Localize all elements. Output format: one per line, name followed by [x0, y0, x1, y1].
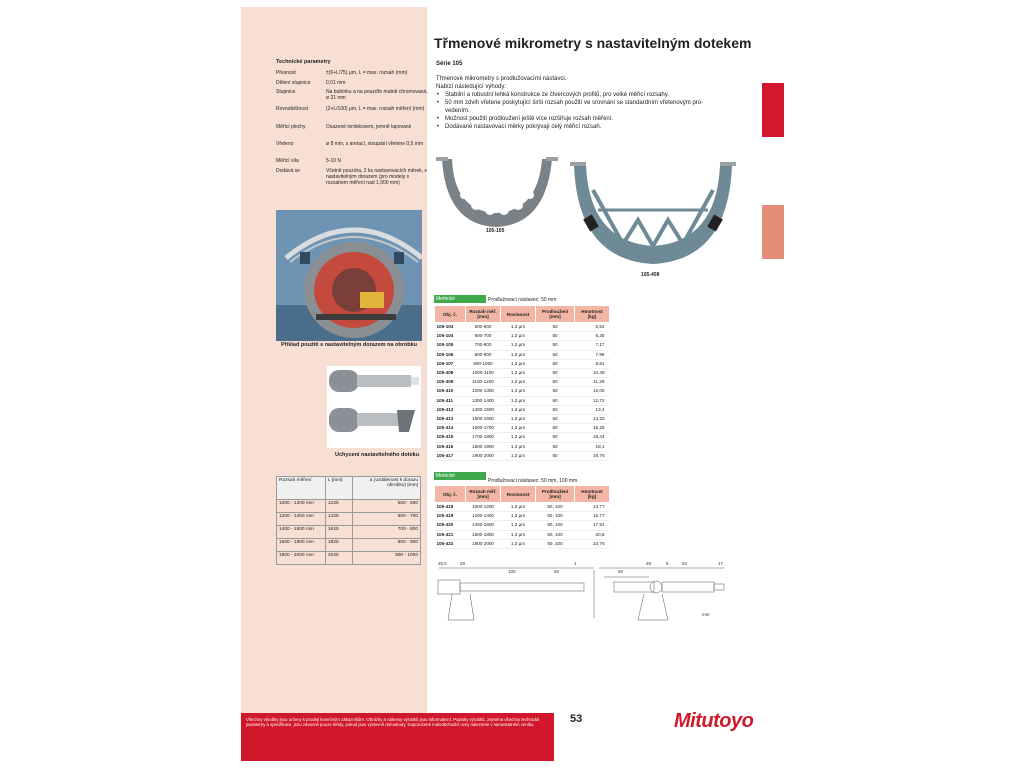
tech-param-key: Rovnoběžnost: [276, 106, 308, 112]
lt-cell: 1600 - 1800 mm: [277, 539, 326, 552]
lt-cell: 1000 - 1200 mm: [277, 500, 326, 513]
table-cell: 13,4: [575, 405, 610, 414]
table-cell: 50, 100: [536, 521, 575, 530]
table-cell: 1500-1600: [466, 415, 501, 424]
table-cell: 1,3 µm: [501, 442, 536, 451]
table-cell: 50: [536, 415, 575, 424]
table-cell: 14,33: [575, 415, 610, 424]
photo2-caption: Uchycení nastavitelného doteku: [335, 452, 420, 458]
dim-text: 17: [718, 561, 724, 566]
table-cell: 50: [536, 359, 575, 368]
table-row: [435, 359, 610, 368]
product-code: 105-107: [435, 359, 466, 368]
product-code: 105-419: [435, 512, 466, 521]
table-cell: 500-600: [466, 323, 501, 332]
tech-param-value: Na bubínku a na pouzdře matně chromovaná, ø 21 mm: [326, 89, 428, 101]
table-cell: 1,3 µm: [501, 424, 536, 433]
tech-param-key: Vřeteno: [276, 141, 294, 147]
table-header: Rovinnost: [501, 306, 536, 323]
table1-tag: Metrické: [434, 295, 486, 303]
lt-cell: 800 - 900: [353, 539, 421, 552]
dim-text: 60: [618, 569, 624, 574]
product-code: 105-104: [435, 332, 466, 341]
table-header: Rovinnost: [501, 486, 536, 503]
table-cell: 10,49: [575, 369, 610, 378]
micrometer-105-105-image: [434, 155, 559, 230]
lt-cell: 1200 - 1400 mm: [277, 513, 326, 526]
table-cell: 19,76: [575, 451, 610, 460]
table-cell: 1400-1500: [466, 405, 501, 414]
lt-row: [277, 513, 421, 526]
table-cell: 50: [536, 405, 575, 414]
product-code: 105-103: [435, 323, 466, 332]
intro-bullet-cont: vedením.: [445, 108, 470, 114]
table-cell: 1,3 µm: [501, 512, 536, 521]
table-cell: 600-700: [466, 332, 501, 341]
table-cell: 1100-1200: [466, 378, 501, 387]
lt-header-l: L [mm]: [326, 477, 353, 500]
tech-param-value: 0,01 mm: [326, 80, 346, 86]
table-row: [435, 530, 610, 539]
product-code: 105-106: [435, 350, 466, 359]
table-cell: 50: [536, 442, 575, 451]
image2-label: 105-408: [641, 272, 660, 278]
table1-caption: Prodlužovací nástavec: 50 mm: [488, 297, 557, 303]
tech-param-value: ø 8 mm, s aretací, stoupání vřetene 0,5 mm: [326, 141, 423, 147]
table-cell: 50: [536, 341, 575, 350]
table-header: Hmotnost [kg]: [575, 306, 610, 323]
table-cell: 1400-1600: [466, 521, 501, 530]
table-cell: 7,99: [575, 350, 610, 359]
image1-label: 105-105: [486, 228, 505, 234]
table-header: Prodloužení [mm]: [536, 306, 575, 323]
table-cell: 1000-1100: [466, 369, 501, 378]
intro-bullet: • Možnost použití prodloužení ještě více rozšiřuje rozsah měření.: [442, 115, 756, 123]
table-cell: 22,76: [575, 539, 610, 548]
table-cell: 8,81: [575, 359, 610, 368]
table2-caption: Prodlužovací nástavec: 50 mm, 100 mm: [488, 478, 578, 484]
table-cell: 1,3 µm: [501, 369, 536, 378]
table-cell: 1,3 µm: [501, 539, 536, 548]
section-tab-salmon[interactable]: [762, 205, 784, 259]
table-row: [435, 503, 610, 512]
tech-param-value: ±(6+L/75) μm, L = max. rozsah (mm): [326, 70, 408, 76]
intro-bullet: • 50 mm zdvih vřetene poskytující širší rozsah použití ve srovnání se standardním vřetenovým pro-: [442, 99, 756, 107]
table-cell: 1,3 µm: [501, 378, 536, 387]
tech-param-key: Dodává se: [276, 168, 300, 174]
table-header: Rozsah měř. [mm]: [466, 306, 501, 323]
table-cell: 16,44: [575, 433, 610, 442]
product-code: 105-409: [435, 378, 466, 387]
tech-param-key: Měřicí plochy: [276, 124, 306, 130]
table-cell: 50: [536, 424, 575, 433]
table-cell: 1300-1400: [466, 396, 501, 405]
lt-cell: 1800 - 2000 mm: [277, 552, 326, 565]
table-cell: 6,35: [575, 332, 610, 341]
intro-line1: Třmenové mikrometry s prodlužovacími nástavci.: [436, 76, 567, 82]
table-cell: 50: [536, 451, 575, 460]
table-row: [435, 512, 610, 521]
tech-param-value: (2+L/100) μm, L = max. rozsah měření (mm): [326, 106, 425, 112]
table-cell: 15,26: [575, 424, 610, 433]
tech-params-title: Technické parametry: [276, 59, 331, 65]
dim-text: 8: [666, 561, 669, 566]
table-cell: 50, 100: [536, 530, 575, 539]
table-cell: 11,28: [575, 378, 610, 387]
dim-text: 1: [574, 561, 577, 566]
table-header: Obj. č.: [435, 306, 466, 323]
product-code: 105-410: [435, 387, 466, 396]
table-cell: 50: [536, 433, 575, 442]
lt-cell: 2025: [326, 552, 353, 565]
left-sidebar-panel: [241, 7, 427, 713]
table-cell: 1900-2000: [466, 451, 501, 460]
table-header: Prodloužení [mm]: [536, 486, 575, 503]
table-cell: 50: [536, 378, 575, 387]
table-cell: 50: [536, 332, 575, 341]
tech-param-value: 5-10 N: [326, 158, 342, 164]
unit-text: mm: [702, 612, 710, 617]
table-cell: 1,3 µm: [501, 359, 536, 368]
adjustable-anvil-photo: [327, 366, 421, 448]
page-number: 53: [570, 713, 583, 725]
table-cell: 1,3 µm: [501, 521, 536, 530]
page-title: Třmenové mikrometry s nastavitelným dotekem: [434, 35, 752, 51]
table-cell: 7,17: [575, 341, 610, 350]
lt-cell: 1225: [326, 500, 353, 513]
micrometer-105-408-image: [568, 160, 738, 268]
table-cell: 1,3 µm: [501, 503, 536, 512]
product-code: 105-414: [435, 424, 466, 433]
dim-text: 100: [508, 569, 516, 574]
lt-cell: 1625: [326, 526, 353, 539]
lt-cell: 600 - 700: [353, 513, 421, 526]
lt-row: [277, 526, 421, 539]
intro-text: [436, 75, 756, 131]
table-row: [435, 415, 610, 424]
table-cell: 1,3 µm: [501, 396, 536, 405]
lt-cell: 900 - 1000: [353, 552, 421, 565]
section-tab-red[interactable]: [762, 83, 784, 137]
table-cell: 800-900: [466, 350, 501, 359]
table-cell: 50, 100: [536, 539, 575, 548]
table-cell: 1,3 µm: [501, 433, 536, 442]
table-row: [435, 433, 610, 442]
table-row: [435, 396, 610, 405]
product-code: 105-422: [435, 539, 466, 548]
product-code: 105-408: [435, 369, 466, 378]
intro-line2: Nabízí následující výhody:: [436, 84, 507, 90]
table-cell: 900-1000: [466, 359, 501, 368]
table-cell: 17,91: [575, 521, 610, 530]
product-table-1: [434, 305, 610, 461]
table-cell: 1700-1800: [466, 433, 501, 442]
product-code: 105-421: [435, 530, 466, 539]
table-cell: 1600-1700: [466, 424, 501, 433]
product-code: 105-420: [435, 521, 466, 530]
table-cell: 1600-1800: [466, 530, 501, 539]
table-row: [435, 405, 610, 414]
photo1-caption: Příklad použití s nastavitelným dorazem na obrobku: [281, 342, 418, 348]
table-cell: 1,3 µm: [501, 323, 536, 332]
table-cell: 1,3 µm: [501, 387, 536, 396]
table-cell: 1,3 µm: [501, 405, 536, 414]
table-row: [435, 442, 610, 451]
table-row: [435, 332, 610, 341]
product-code: 105-418: [435, 503, 466, 512]
tech-param-key: Měřicí síla: [276, 158, 299, 164]
table-cell: 50: [536, 369, 575, 378]
table-row: [435, 424, 610, 433]
lt-row: [277, 539, 421, 552]
table-cell: 15,77: [575, 512, 610, 521]
table-cell: 20,8: [575, 530, 610, 539]
table-cell: 1200-1300: [466, 387, 501, 396]
product-code: 105-412: [435, 405, 466, 414]
intro-bullet: • Dodávané nastavovací měrky pokrývají celý měřicí rozsah.: [442, 123, 756, 131]
table-cell: 700-800: [466, 341, 501, 350]
dim-text: 28: [460, 561, 466, 566]
lt-cell: 1400 - 1600 mm: [277, 526, 326, 539]
application-photo: [276, 210, 422, 341]
table-cell: 1,3 µm: [501, 350, 536, 359]
table-row: [435, 539, 610, 548]
table-cell: 50: [536, 350, 575, 359]
product-code: 105-413: [435, 415, 466, 424]
table-row: [435, 323, 610, 332]
table-header: Hmotnost [kg]: [575, 486, 610, 503]
dim-text: 50: [554, 569, 560, 574]
product-table-2: [434, 485, 610, 549]
table-header: Rozsah měř. [mm]: [466, 486, 501, 503]
table-cell: 1,3 µm: [501, 415, 536, 424]
lt-cell: 700 - 800: [353, 526, 421, 539]
tech-param-key: Přesnost: [276, 70, 296, 76]
table-cell: 1200-1400: [466, 512, 501, 521]
footer-disclaimer: Všechny výrobky jsou určeny k prodeji konečným zákazníkům. Obrázky a nákresy výrobků jsou informativní. Popisky výrobků, zejména všechny technické parametry a specifikace, jsou závazné pouze tehdy, pokud jsou výslovně dohodnuty. Doporučené maloobchodní ceny naleznete v samostatném ceníku.: [246, 717, 540, 728]
table-cell: 1,3 µm: [501, 341, 536, 350]
table-row: [435, 350, 610, 359]
brand-logo[interactable]: Mitutoyo: [674, 710, 754, 732]
product-code: 105-417: [435, 451, 466, 460]
stop-distance-table: [276, 476, 421, 565]
product-code: 105-415: [435, 433, 466, 442]
lt-header-range: Rozsah měření: [277, 477, 326, 500]
table-cell: 1000-1200: [466, 503, 501, 512]
product-code: 105-416: [435, 442, 466, 451]
table-row: [435, 341, 610, 350]
table-cell: 50, 100: [536, 512, 575, 521]
table-cell: 1,3 µm: [501, 451, 536, 460]
dim-text: 28: [646, 561, 652, 566]
table-header: Obj. č.: [435, 486, 466, 503]
table-row: [435, 387, 610, 396]
table-row: [435, 521, 610, 530]
table-cell: 13,77: [575, 503, 610, 512]
series-label: Série 105: [436, 61, 463, 67]
table-cell: 1800-2000: [466, 539, 501, 548]
lt-row: [277, 552, 421, 565]
table-cell: 1,3 µm: [501, 332, 536, 341]
product-code: 105-105: [435, 341, 466, 350]
table-cell: 18,1: [575, 442, 610, 451]
table-cell: 50, 100: [536, 503, 575, 512]
table-cell: 5,53: [575, 323, 610, 332]
table2-tag: Metrické: [434, 472, 486, 480]
dimension-drawing: [434, 558, 734, 628]
table-cell: 50: [536, 323, 575, 332]
dim-text: 63: [682, 561, 688, 566]
table-cell: 1800-1900: [466, 442, 501, 451]
table-row: [435, 378, 610, 387]
lt-row: [277, 500, 421, 513]
tech-param-key: Stupnice: [276, 89, 296, 95]
table-cell: 1,3 µm: [501, 530, 536, 539]
product-code: 105-411: [435, 396, 466, 405]
tech-param-value: Osazené tvrdokovem, jemně lapované: [326, 124, 412, 130]
intro-bullet: • Stabilní a robustní lehká konstrukce ze čtvercových profilů, pro velké měřicí rozsahy.: [442, 91, 756, 99]
table-cell: 50: [536, 387, 575, 396]
table-row: [435, 451, 610, 460]
table-row: [435, 369, 610, 378]
tech-param-value: Včetně pouzdra, 2 ks nastavovacích měrek, s nastavitelným dorazem (pro modely s rozsahem měření nad 1,000 mm): [326, 168, 427, 186]
lt-header-a: a (vzdálenost k dorazu obrobku) [mm]: [353, 477, 421, 500]
tech-param-key: Dělení stupnice: [276, 80, 311, 86]
table-cell: 12,72: [575, 396, 610, 405]
lt-cell: 500 - 600: [353, 500, 421, 513]
lt-cell: 1425: [326, 513, 353, 526]
lt-cell: 1825: [326, 539, 353, 552]
table-cell: 50: [536, 396, 575, 405]
table-cell: 12,05: [575, 387, 610, 396]
dim-text: 25,5: [438, 561, 447, 566]
